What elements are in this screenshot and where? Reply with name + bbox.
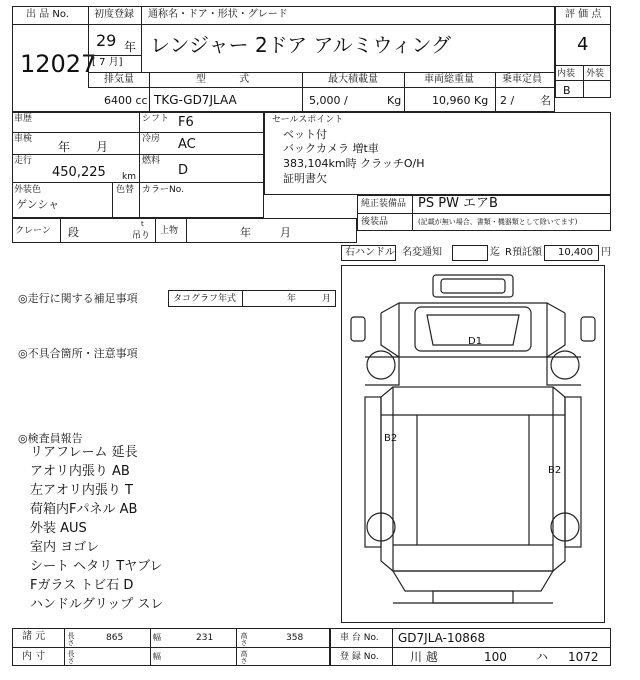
dims-label: 諸 元 (22, 631, 46, 642)
reg-date-label: 初度登録 (94, 9, 134, 20)
name-change-box (452, 245, 488, 261)
shift-label: シフト (142, 114, 170, 124)
height-label: 高さ (240, 632, 248, 646)
recycle-value: 10,400 (558, 247, 593, 258)
damage-mark-b2-right: B2 (548, 465, 562, 476)
reg-year-unit: 年 (124, 40, 137, 54)
reg-month: [ 7 月] (92, 57, 123, 68)
capacity-unit: 名 (540, 94, 551, 107)
plate-class: 100 (484, 650, 507, 664)
driving-notes-label: ◎走行に関する補足事項 (18, 292, 138, 305)
sales-point-line: ベット付 (283, 128, 327, 141)
equipment-label: 純正装備品 (361, 199, 407, 209)
history-label: 車歴 (14, 114, 33, 124)
length-label: 長さ (67, 632, 75, 646)
shift-value: F6 (178, 115, 194, 130)
name-change-label: 名変通知 (402, 247, 442, 258)
inspection-year: 年 (58, 140, 71, 154)
tachograph-year: 年 (287, 294, 297, 304)
tachograph-month: 月 (322, 294, 332, 304)
mileage-label: 走行 (14, 156, 33, 166)
i-height-label: 高さ (240, 650, 248, 664)
inspector-line: ハンドルグリップ スレ (30, 597, 164, 612)
mileage-unit: km (122, 172, 136, 182)
displacement-label: 排気量 (104, 74, 134, 85)
plate-kana: ハ (536, 650, 549, 664)
fuel-value: D (178, 163, 189, 178)
interior-grade-label: 内装 (557, 69, 576, 79)
inspection-month: 月 (96, 140, 109, 154)
sales-point-line: 383,104km時 クラッチO/H (283, 157, 425, 170)
lot-number: 12027 (20, 50, 97, 78)
max-load-label: 最大積載量 (328, 74, 378, 85)
chassis-label: 車 台 No. (340, 633, 379, 643)
i-length-label: 長さ (67, 650, 75, 664)
inspection-label: 車検 (14, 134, 33, 144)
length-value: 865 (106, 633, 124, 643)
reg-year: 29 (96, 31, 117, 50)
height-value: 358 (286, 633, 304, 643)
model-code: TKG-GD7JLAA (154, 93, 237, 107)
crane-label: クレーン (15, 226, 51, 236)
crane-hoist: 吊り (132, 231, 151, 241)
width-value: 231 (196, 633, 214, 643)
aftermarket-note: (記載が無い場合、書類・機器類として除いてます) (418, 218, 578, 226)
inspector-line: シート ヘタリ Tヤブレ (30, 559, 163, 574)
model-code-label: 型 式 (196, 74, 250, 85)
interior-grade: B (563, 84, 571, 97)
upper-label: 上物 (160, 226, 179, 236)
tachograph-label: タコグラフ年式 (173, 294, 237, 304)
width-label: 幅 (153, 633, 161, 642)
plate-number: 1072 (568, 650, 599, 664)
upper-month: 月 (280, 226, 291, 239)
color-no-label: カラーNo. (142, 185, 184, 195)
sales-point-label: セールスポイント (272, 115, 344, 125)
upper-year: 年 (240, 226, 251, 239)
max-load-unit: Kg (387, 94, 402, 107)
max-load: 5,000 / (309, 94, 348, 107)
plate-area: 川 越 (410, 650, 438, 664)
gross-weight-label: 車両総重量 (424, 74, 474, 85)
model-name-label: 通称名・ドア・形状・グレード (148, 9, 288, 20)
damage-mark-d1: D1 (468, 336, 483, 347)
chassis-number: GD7JLA-10868 (398, 631, 486, 645)
color-value: ゲンシャ (16, 198, 60, 211)
color-label: 外装色 (14, 185, 42, 195)
plate-label: 登 録 No. (340, 652, 379, 662)
inspector-line: 左アオリ内張り T (30, 483, 133, 498)
inspector-line: 荷箱内Fパネル AB (30, 502, 138, 517)
aftermarket-label: 後装品 (361, 217, 389, 227)
right-handle: 右ハンドル (345, 247, 395, 258)
crane-stage: 段 (68, 226, 79, 239)
crane-ton: t (141, 220, 144, 228)
fuel-label: 燃料 (142, 156, 161, 166)
ac-value: AC (178, 137, 196, 152)
lot-no-label: 出 品 No. (26, 9, 69, 20)
displacement: 6400 cc (104, 94, 148, 107)
inspector-line: 外装 AUS (30, 521, 87, 536)
sales-point-line: バックカメラ 増t車 (283, 142, 379, 155)
capacity: 2 / (500, 94, 515, 107)
interior-dims-label: 内 寸 (22, 651, 46, 662)
return-label: 迄 (490, 247, 500, 258)
gross-weight: 10,960 Kg (432, 94, 489, 107)
capacity-label: 乗車定員 (502, 74, 542, 85)
inspector-line: Fガラス トビ石 D (30, 578, 134, 593)
vehicle-name: レンジャー 2ドア アルミウィング (150, 33, 452, 57)
inspector-line: 室内 ヨゴレ (30, 540, 100, 555)
crane-frame (12, 218, 357, 243)
recycle-label: R預託額 (505, 247, 542, 258)
color-change-label: 色替 (116, 185, 135, 195)
yen-label: 円 (601, 247, 611, 258)
score-label: 評 価 点 (565, 9, 602, 20)
damage-mark-b2-left: B2 (384, 433, 398, 444)
truck-outline-diagram (341, 265, 605, 623)
inspector-line: アオリ内張り AB (30, 464, 130, 479)
equipment-value: PS PW エアB (418, 196, 498, 211)
inspector-report-label: ◎検査員報告 (18, 432, 83, 445)
i-width-label: 幅 (153, 652, 161, 661)
score-value: 4 (577, 34, 589, 55)
exterior-grade-label: 外装 (586, 69, 605, 79)
defect-notes-label: ◎不具合箇所・注意事項 (18, 347, 138, 360)
ac-label: 冷房 (142, 134, 161, 144)
mileage-value: 450,225 (52, 165, 106, 180)
inspector-line: リアフレーム 延長 (30, 445, 138, 460)
sales-point-line: 証明書欠 (283, 172, 327, 185)
